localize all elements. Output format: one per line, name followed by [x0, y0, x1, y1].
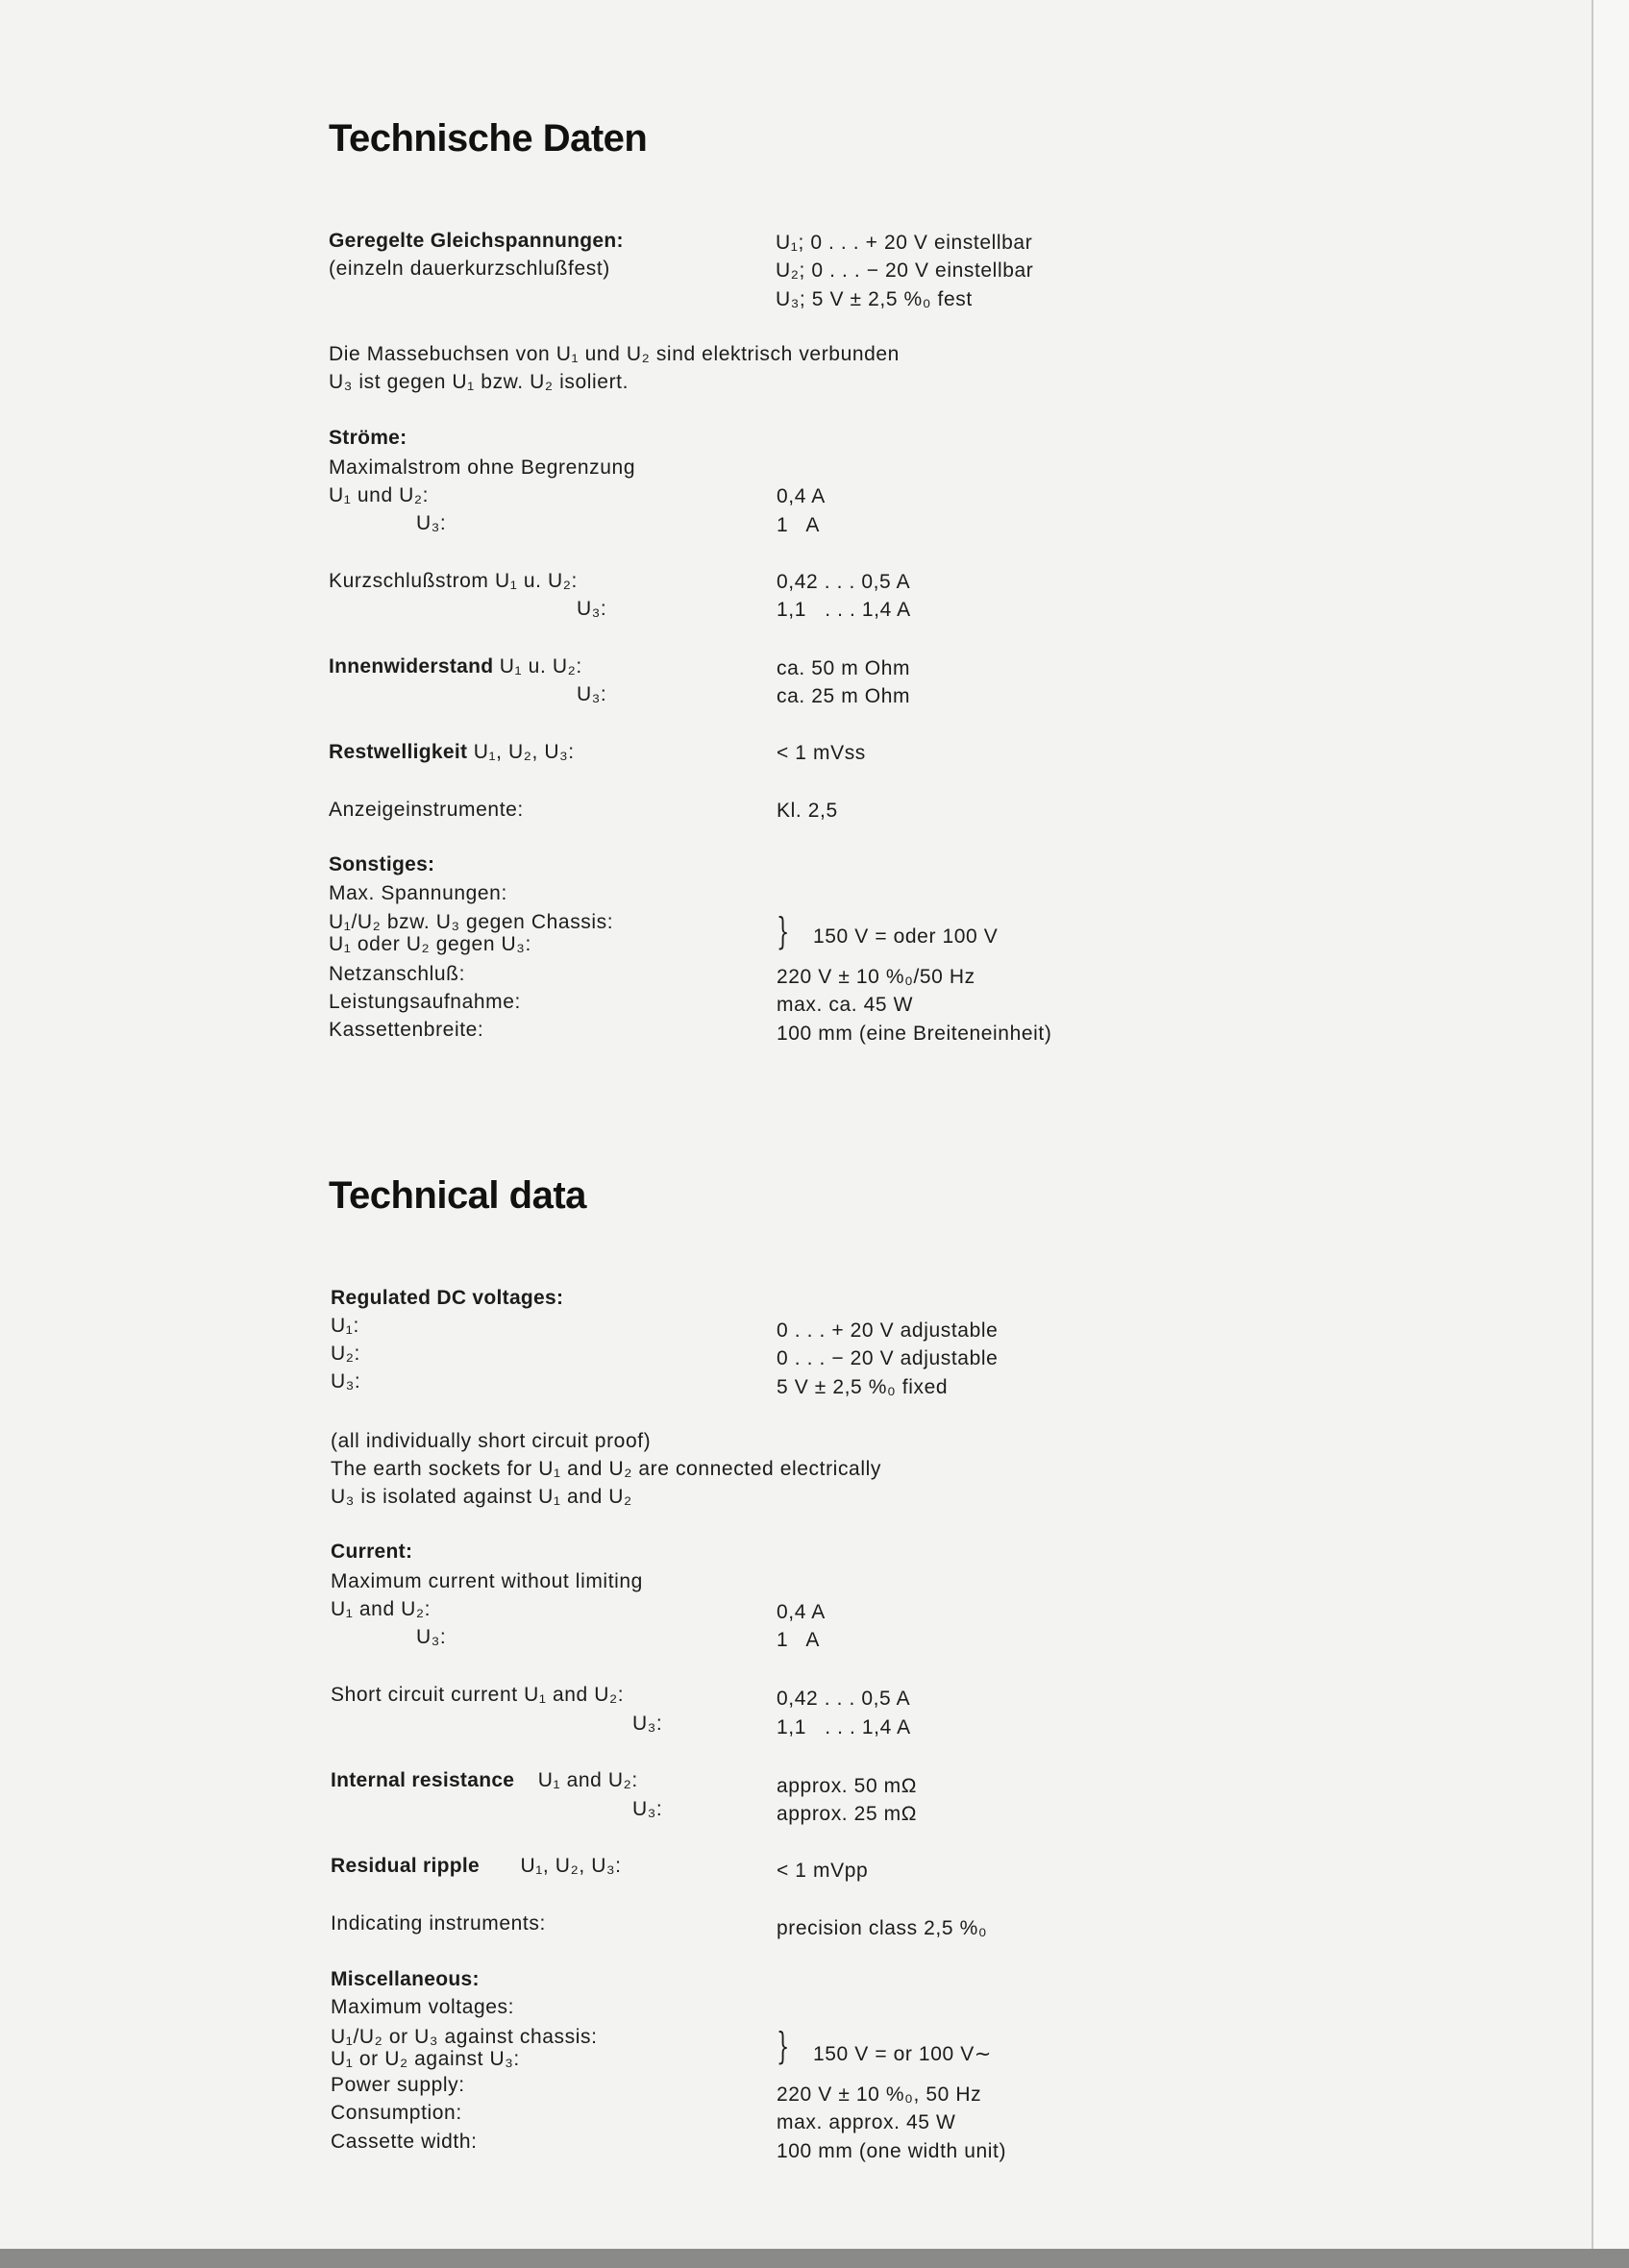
power-value: max. ca. 45 W [777, 994, 914, 1016]
resistance-label-en [331, 1769, 638, 1792]
against-chassis-label-en: U₁/U₂ or U₃ against chassis: [331, 2026, 598, 2048]
resistance-label-rest: U₁ u. U₂: [499, 655, 582, 678]
resistance-u3-label: U₃: [577, 683, 607, 705]
ripple-label [329, 741, 575, 764]
resistance-u3-label-en: U₃: [632, 1798, 663, 1820]
ground-note-line-1: Die Massebuchsen von U₁ und U₂ sind elektrisch verbunden [329, 343, 900, 365]
short-circuit-u3-value: 1,1 . . . 1,4 A [777, 599, 911, 621]
instruments-label-en: Indicating instruments: [331, 1912, 546, 1935]
page-edge [1592, 0, 1629, 2268]
consumption-label-en: Consumption: [331, 2102, 462, 2124]
ripple-label-rest-en: U₁, U₂, U₃: [520, 1855, 622, 1877]
against-chassis-label: U₁/U₂ bzw. U₃ gegen Chassis: [329, 911, 614, 933]
max-current-u3-value-en: 1 A [777, 1629, 821, 1651]
regulated-row-u3-en: U₃: [331, 1370, 361, 1393]
resistance-u1-u2-value-en: approx. 50 mΩ [777, 1775, 918, 1797]
width-value: 100 mm (eine Breiteneinheit) [777, 1023, 1052, 1045]
short-circuit-label: Kurzschlußstrom U₁ u. U₂: [329, 570, 578, 592]
max-current-u1-u2-label: U₁ und U₂: [329, 484, 430, 506]
max-voltage-value: 150 V = oder 100 V [813, 925, 999, 948]
resistance-label [329, 655, 582, 678]
ground-note-line-2-en: U₃ is isolated against U₁ and U₂ [331, 1486, 632, 1508]
resistance-u3-value-en: approx. 25 mΩ [777, 1803, 918, 1825]
resistance-u3-value: ca. 25 m Ohm [777, 685, 911, 707]
instruments-value-en: precision class 2,5 %₀ [777, 1917, 988, 1939]
regulated-row-u2-en: U₂: [331, 1343, 360, 1365]
instruments-value: Kl. 2,5 [777, 800, 838, 822]
regulated-value-u1-en: 0 . . . + 20 V adjustable [777, 1319, 999, 1342]
short-circuit-u3-label-en: U₃: [632, 1713, 663, 1735]
scan-bottom-edge [0, 2249, 1629, 2268]
short-circuit-u1-u2-value-en: 0,42 . . . 0,5 A [777, 1688, 911, 1710]
ripple-value: < 1 mVss [777, 742, 866, 764]
max-current-u1-u2-value: 0,4 A [777, 485, 826, 507]
max-current-u3-value: 1 A [777, 514, 821, 536]
width-value-en: 100 mm (one width unit) [777, 2140, 1007, 2162]
max-current-label-en: Maximum current without limiting [331, 1570, 643, 1592]
mains-label: Netzanschluß: [329, 963, 466, 985]
short-circuit-u1-u2-value: 0,42 . . . 0,5 A [777, 571, 911, 593]
mains-value: 220 V ± 10 %₀/50 Hz [777, 966, 975, 988]
max-voltage-value-en: 150 V = or 100 V∼ [813, 2043, 992, 2065]
consumption-value-en: max. approx. 45 W [777, 2111, 956, 2133]
max-voltages-label-en: Maximum voltages: [331, 1996, 515, 2018]
regulated-voltages-label-en: Regulated DC voltages: [331, 1287, 564, 1309]
resistance-label-rest-en: U₁ and U₂: [537, 1769, 638, 1791]
max-voltages-label: Max. Spannungen: [329, 882, 507, 904]
against-u3-label: U₁ oder U₂ gegen U₃: [329, 933, 531, 955]
regulated-value-u2-en: 0 . . . − 20 V adjustable [777, 1347, 999, 1369]
proof-note-en: (all individually short circuit proof) [331, 1430, 652, 1452]
short-circuit-u3-label: U₃: [577, 598, 607, 620]
misc-label: Sonstiges: [329, 853, 435, 875]
max-current-u1-u2-value-en: 0,4 A [777, 1601, 826, 1623]
short-circuit-u3-value-en: 1,1 . . . 1,4 A [777, 1716, 911, 1738]
width-label: Kassettenbreite: [329, 1019, 484, 1041]
regulated-value-u1: U₁; 0 . . . + 20 V einstellbar [776, 232, 1033, 254]
regulated-voltages-note: (einzeln dauerkurzschlußfest) [329, 258, 610, 280]
brace-symbol: } [777, 910, 790, 952]
ground-note-line-1-en: The earth sockets for U₁ and U₂ are connected electrically [331, 1458, 881, 1480]
brace-symbol-en: } [777, 2025, 790, 2067]
ripple-label-bold-en: Residual ripple [331, 1855, 481, 1877]
max-current-label: Maximalstrom ohne Begrenzung [329, 456, 636, 479]
regulated-row-u1-en: U₁: [331, 1315, 359, 1337]
against-u3-label-en: U₁ or U₂ against U₃: [331, 2048, 520, 2070]
short-circuit-label-en: Short circuit current U₁ and U₂: [331, 1684, 625, 1706]
page-title-english: Technical data [329, 1174, 586, 1217]
ripple-label-bold: Restwelligkeit [329, 741, 468, 763]
regulated-value-u3: U₃; 5 V ± 2,5 %₀ fest [776, 288, 973, 310]
power-label: Leistungsaufnahme: [329, 991, 521, 1013]
currents-label: Ströme: [329, 427, 407, 449]
instruments-label: Anzeigeinstrumente: [329, 799, 524, 821]
max-current-u1-u2-label-en: U₁ and U₂: [331, 1598, 432, 1620]
ripple-label-rest: U₁, U₂, U₃: [473, 741, 575, 763]
resistance-label-bold: Innenwiderstand [329, 655, 494, 678]
regulated-value-u3-en: 5 V ± 2,5 %₀ fixed [777, 1376, 949, 1398]
ground-note-line-2: U₃ ist gegen U₁ bzw. U₂ isoliert. [329, 371, 629, 393]
regulated-value-u2: U₂; 0 . . . − 20 V einstellbar [776, 259, 1034, 282]
width-label-en: Cassette width: [331, 2131, 478, 2153]
regulated-voltages-label: Geregelte Gleichspannungen: [329, 230, 624, 252]
misc-label-en: Miscellaneous: [331, 1968, 480, 1990]
page-title-german: Technische Daten [329, 117, 648, 160]
power-supply-label-en: Power supply: [331, 2074, 465, 2096]
ripple-label-en [331, 1855, 622, 1878]
ripple-value-en: < 1 mVpp [777, 1860, 869, 1882]
resistance-label-bold-en: Internal resistance [331, 1769, 515, 1791]
resistance-u1-u2-value: ca. 50 m Ohm [777, 657, 911, 679]
current-label-en: Current: [331, 1541, 413, 1563]
max-current-u3-label-en: U₃: [416, 1626, 447, 1648]
power-supply-value-en: 220 V ± 10 %₀, 50 Hz [777, 2083, 982, 2106]
max-current-u3-label: U₃: [416, 512, 447, 534]
